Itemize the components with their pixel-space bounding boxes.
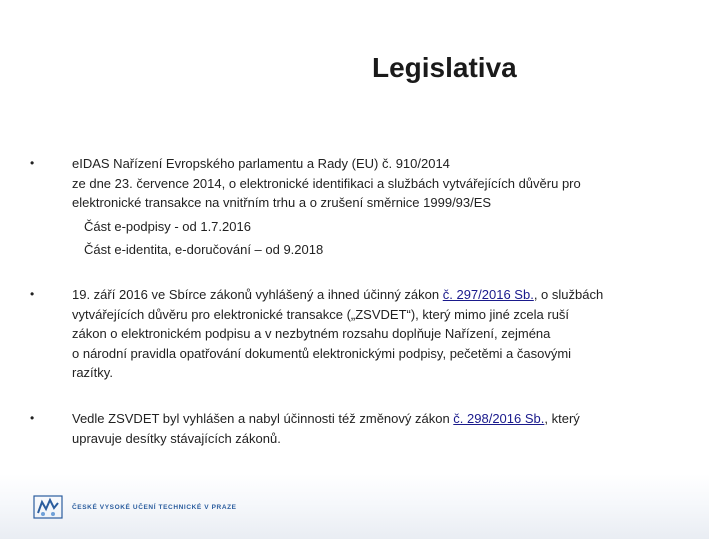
bullet-text xyxy=(72,154,682,260)
bullet-line xyxy=(72,285,682,305)
sub-item-e-identita: Část e-identita, e-doručování – od 9.2018 xyxy=(84,242,324,257)
sub-item-e-podpisy: Část e-podpisy - od 1.7.2016 xyxy=(84,218,251,234)
law-link-298-2016[interactable]: č. 298/2016 Sb. xyxy=(453,411,545,426)
cvut-lion-icon xyxy=(33,494,63,520)
bullet-line: ze dne 23. července 2014, o elektronické identifikaci a službách vytvářejících důvěru pro xyxy=(72,175,581,191)
bullet-line: eIDAS Nařízení Evropského parlamentu a Rady (EU) č. 910/2014 xyxy=(72,156,450,171)
text-segment: , který xyxy=(544,411,580,426)
bullet-text xyxy=(72,285,682,383)
bullet-line: upravuje desítky stávajících zákonů. xyxy=(72,430,281,446)
bullet-dot: • xyxy=(30,156,35,170)
bullet-text xyxy=(72,409,682,448)
bullet-line: razítky. xyxy=(72,365,113,380)
text-segment: 19. září 2016 ve Sbírce zákonů vyhlášený a ihned účinný zákon xyxy=(72,287,443,302)
bullet-line: vytvářejících důvěru pro elektronické transakce („ZSVDET“), který mimo jiné zcela ruší xyxy=(72,306,570,322)
bullet-dot: • xyxy=(30,287,35,301)
text-segment: Vedle ZSVDET byl vyhlášen a nabyl účinnosti též změnový zákon xyxy=(72,411,454,426)
bullet-line: zákon o elektronickém podpisu a v nezbytném rozsahu doplňuje Nařízení, zejména xyxy=(72,326,551,341)
bullet-line: o národní pravidla opatřování dokumentů elektronickými podpisy, pečetěmi a časovými xyxy=(72,345,572,361)
page-title: Legislativa xyxy=(372,52,517,83)
bullet-line: elektronické transakce na vnitřním trhu a o zrušení směrnice 1999/93/ES xyxy=(72,195,492,210)
cvut-logo xyxy=(33,494,237,520)
law-link-297-2016[interactable]: č. 297/2016 Sb. xyxy=(442,287,534,302)
bullet-line xyxy=(72,409,682,429)
text-segment: , o službách xyxy=(533,287,604,302)
logo-text: ČESKÉ VYSOKÉ UČENÍ TECHNICKÉ V PRAZE xyxy=(72,503,237,511)
bullet-dot: • xyxy=(30,411,35,425)
